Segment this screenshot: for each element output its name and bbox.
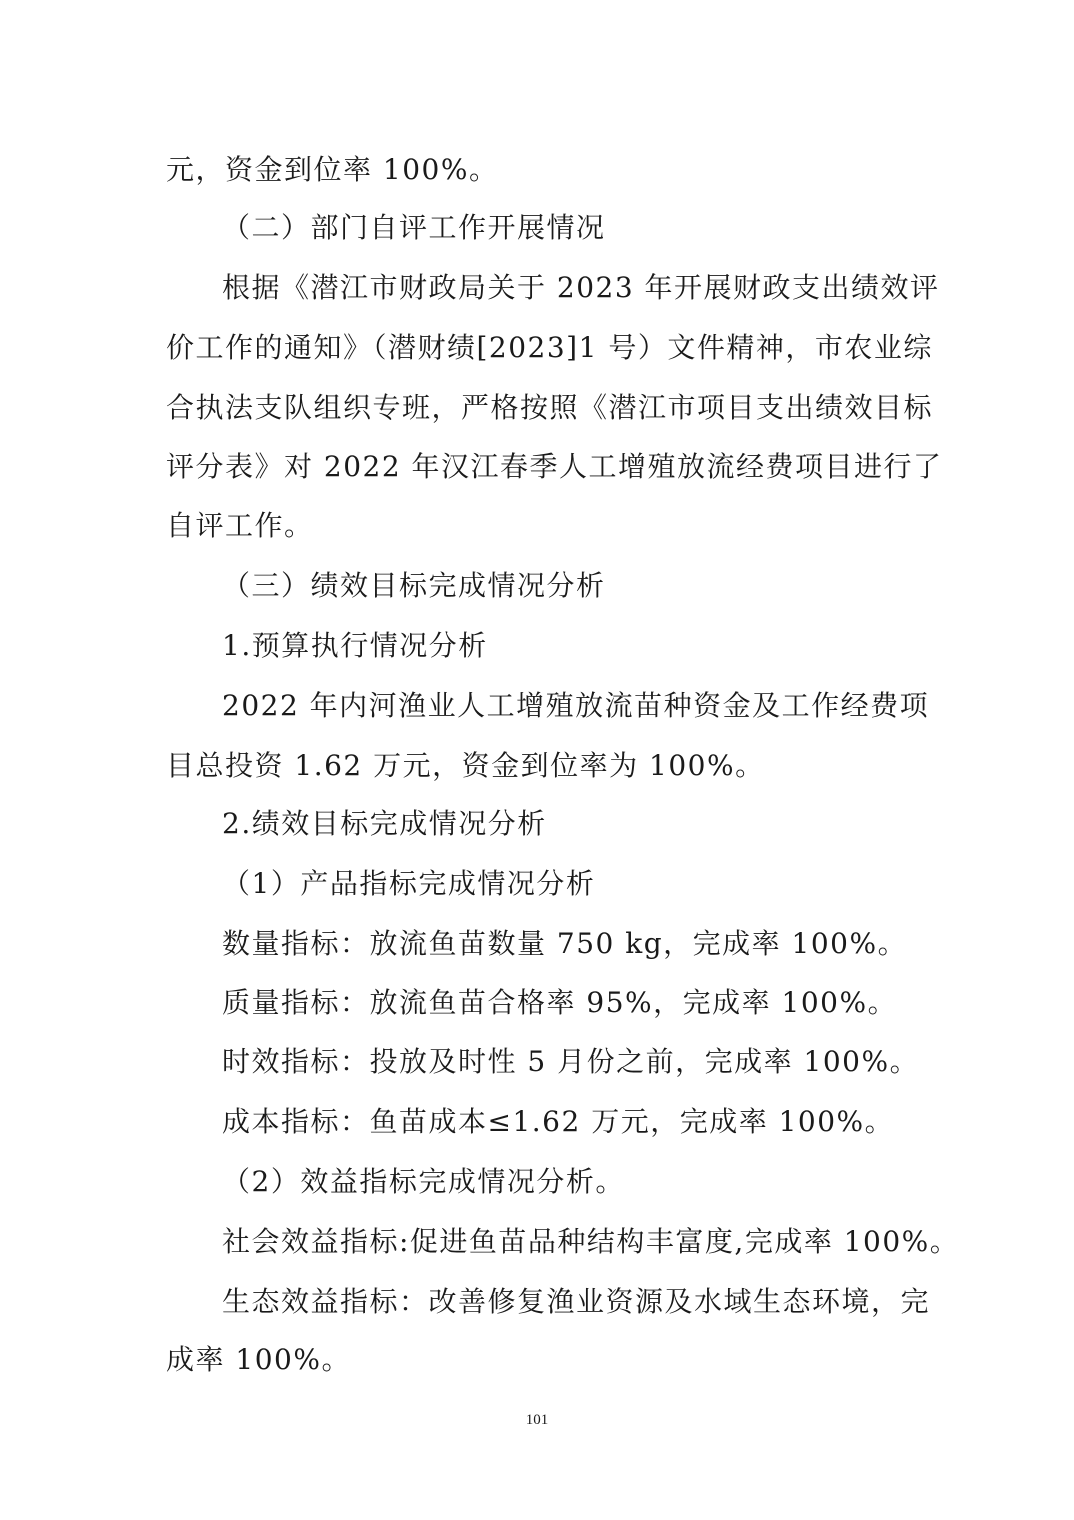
text-line: 元，资金到位率 100%。 bbox=[166, 153, 499, 186]
text-line: 目总投资 1.62 万元，资金到位率为 100%。 bbox=[166, 749, 765, 782]
quality-indicator: 质量指标：放流鱼苗合格率 95%，完成率 100%。 bbox=[222, 986, 898, 1019]
social-benefit-indicator: 社会效益指标:促进鱼苗品种结构丰富度,完成率 100%。 bbox=[222, 1225, 960, 1258]
text-line: 价工作的通知》（潜财绩[2023]1 号）文件精神，市农业综 bbox=[166, 331, 933, 364]
page-number: 101 bbox=[525, 1412, 549, 1428]
text-line: 2022 年内河渔业人工增殖放流苗种资金及工作经费项 bbox=[222, 689, 930, 722]
subheading-product: （1）产品指标完成情况分析 bbox=[222, 867, 596, 900]
cost-indicator: 成本指标：鱼苗成本≤1.62 万元，完成率 100%。 bbox=[222, 1105, 895, 1138]
subheading-benefit: （2）效益指标完成情况分析。 bbox=[222, 1165, 625, 1198]
subheading-1: 1.预算执行情况分析 bbox=[222, 629, 488, 662]
timeliness-indicator: 时效指标：投放及时性 5 月份之前，完成率 100%。 bbox=[222, 1045, 920, 1078]
text-line: 成率 100%。 bbox=[166, 1343, 351, 1376]
text-line: 根据《潜江市财政局关于 2023 年开展财政支出绩效评 bbox=[222, 271, 940, 304]
quantity-indicator: 数量指标：放流鱼苗数量 750 kg，完成率 100%。 bbox=[222, 927, 908, 960]
section-heading-3: （三）绩效目标完成情况分析 bbox=[222, 569, 606, 602]
text-line: 评分表》对 2022 年汉江春季人工增殖放流经费项目进行了 bbox=[166, 450, 943, 483]
text-line: 自评工作。 bbox=[166, 509, 314, 542]
ecological-benefit-indicator: 生态效益指标：改善修复渔业资源及水域生态环境，完 bbox=[222, 1285, 931, 1318]
text-line: 合执法支队组织专班，严格按照《潜江市项目支出绩效目标 bbox=[166, 391, 934, 424]
section-heading-2: （二）部门自评工作开展情况 bbox=[222, 211, 606, 244]
subheading-2: 2.绩效目标完成情况分析 bbox=[222, 807, 547, 840]
